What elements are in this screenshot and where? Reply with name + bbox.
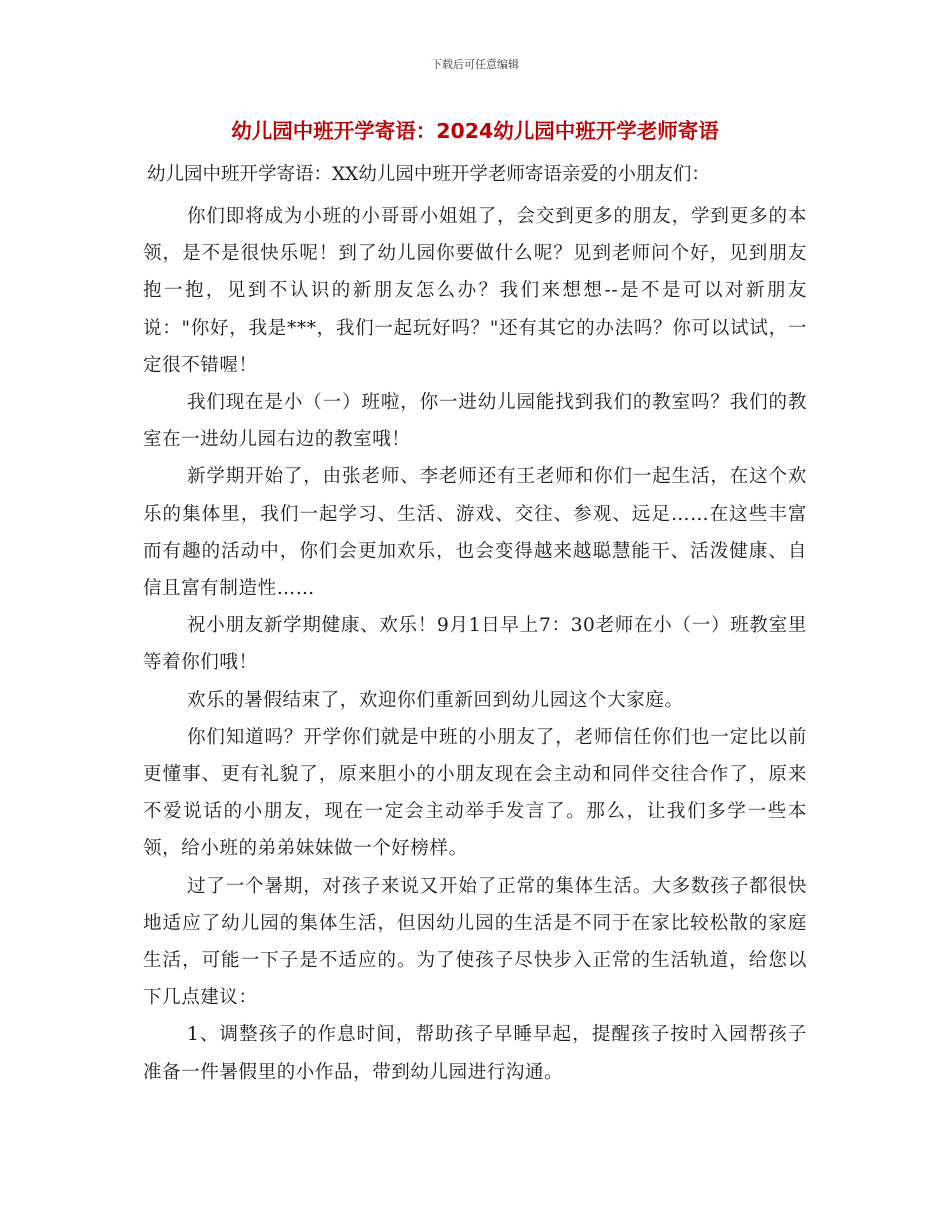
paragraph: 过了一个暑期，对孩子来说又开始了正常的集体生活。大多数孩子都很快地适应了幼儿园的集体生活，但因幼儿园的生活是不同于在家比较松散的家庭生活，可能一下子是不适应的。为了使孩子尽快步入正常的生活轨道，给您以下几点建议： bbox=[143, 875, 807, 1009]
paragraph: 我们现在是小（一）班啦，你一进幼儿园能找到我们的教室吗？我们的教室在一进幼儿园右边的教室哦！ bbox=[143, 392, 807, 451]
paragraph: 1、调整孩子的作息时间，帮助孩子早睡早起，提醒孩子按时入园帮孩子准备一件暑假里的小作品，带到幼儿园进行沟通。 bbox=[143, 1024, 807, 1083]
paragraph: 祝小朋友新学期健康、欢乐！9月1日早上7：30老师在小（一）班教室里等着你们哦！ bbox=[143, 615, 807, 674]
paragraph: 新学期开始了，由张老师、李老师还有王老师和你们一起生活，在这个欢乐的集体里，我们一起学习、生活、游戏、交往、参观、远足……在这些丰富而有趣的活动中，你们会更加欢乐，也会变得越来越聪慧能干、活泼健康、自信且富有制造性…… bbox=[143, 466, 807, 600]
document-body bbox=[143, 198, 807, 1091]
paragraph: 欢乐的暑假结束了，欢迎你们重新回到幼儿园这个大家庭。 bbox=[187, 689, 684, 711]
paragraph: 你们知道吗？开学你们就是中班的小朋友了，老师信任你们也一定比以前更懂事、更有礼貌了，原来胆小的小朋友现在会主动和同伴交往合作了，原来不爱说话的小朋友，现在一定会主动举手发言了。那么，让我们多学一些本领，给小班的弟弟妹妹做一个好榜样。 bbox=[143, 726, 807, 860]
paragraph: 你们即将成为小班的小哥哥小姐姐了，会交到更多的朋友，学到更多的本领，是不是很快乐呢！到了幼儿园你要做什么呢？见到老师问个好，见到朋友抱一抱，见到不认识的新朋友怎么办？我们来想想--是不是可以对新朋友说："你好，我是***，我们一起玩好吗？"还有其它的办法吗？你可以试试，一定很不错喔！ bbox=[143, 206, 807, 376]
intro-line: 幼儿园中班开学寄语：XX幼儿园中班开学老师寄语亲爱的小朋友们： bbox=[147, 164, 710, 185]
document-title: 幼儿园中班开学寄语：2024幼儿园中班开学老师寄语 bbox=[231, 119, 719, 143]
header-note: 下载后可任意编辑 bbox=[431, 58, 519, 71]
